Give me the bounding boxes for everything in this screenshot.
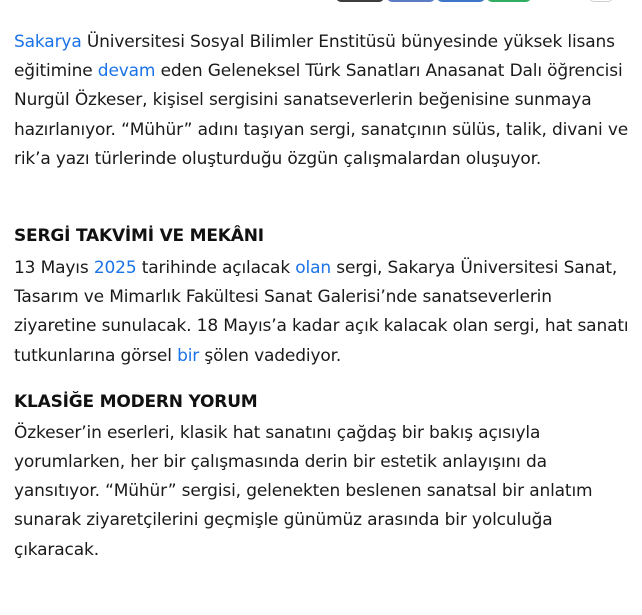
section-heading-klasige-modern-yorum: KLASİĞE MODERN YORUM [14,391,258,412]
intro-text-1: Üniversitesi Sosyal Bilimler Enstitüsü bünyesinde yüksek lisans eğitimine [14,32,615,82]
intro-text-2: eden Geleneksel Türk Sanatları Anasanat Dalı öğrencisi Nurgül Özkeser, kişisel sergisini sanatseverlerin beğenisine sunmaya hazırlanıyor. “Mühür” adını taşıyan sergi, sanatçının sülüs, talik, divani ve rik’a yazı türlerinde oluşturduğu özgün çalışmalardan oluşuyor. [14,61,629,169]
schedule-text-2: tarihinde açılacak [136,258,296,279]
tag-link-devam[interactable]: devam [97,61,156,82]
share-bar [0,0,642,2]
schedule-text-4: şölen vadediyor. [199,345,342,366]
intro-paragraph [14,28,629,174]
share-button-dark[interactable] [336,0,384,2]
schedule-text-1: 13 Mayıs [14,258,94,279]
tag-link-sakarya[interactable]: Sakarya [14,32,82,52]
tag-link-2025[interactable]: 2025 [93,258,137,279]
commentary-paragraph: Özkeser’in eserleri, klasik hat sanatını çağdaş bir bakış açısıyla yorumlarken, her bir çalışmasında derin bir estetik anlayışını da yansıtıyor. “Mühür” sergisi, gelenekten beslenen sanatsal bir anlatım sunarak ziyaretçilerini geçmişle günümüz arasında bir yolculuğa çıkaracak. [14,422,593,560]
twitter-share-button[interactable] [437,0,485,2]
schedule-text-3: sergi, Sakarya Üniversitesi Sanat, Tasarım ve Mimarlık Fakültesi Sanat Galerisi’nde sanatseverlerin ziyaretine sunulacak. 18 Mayıs’a kadar açık kalacak olan sergi, hat sanatı tutkunlarına görsel [14,258,629,366]
facebook-share-button[interactable] [387,0,435,2]
tag-link-olan[interactable]: olan [295,258,331,279]
tag-link-bir[interactable]: bir [177,345,200,366]
whatsapp-share-button[interactable] [487,0,531,2]
article-body [14,28,629,565]
section-heading-sergi-takvimi: SERGİ TAKVİMİ VE MEKÂNI [14,226,264,247]
schedule-paragraph [14,254,629,371]
more-share-button[interactable] [589,0,613,2]
